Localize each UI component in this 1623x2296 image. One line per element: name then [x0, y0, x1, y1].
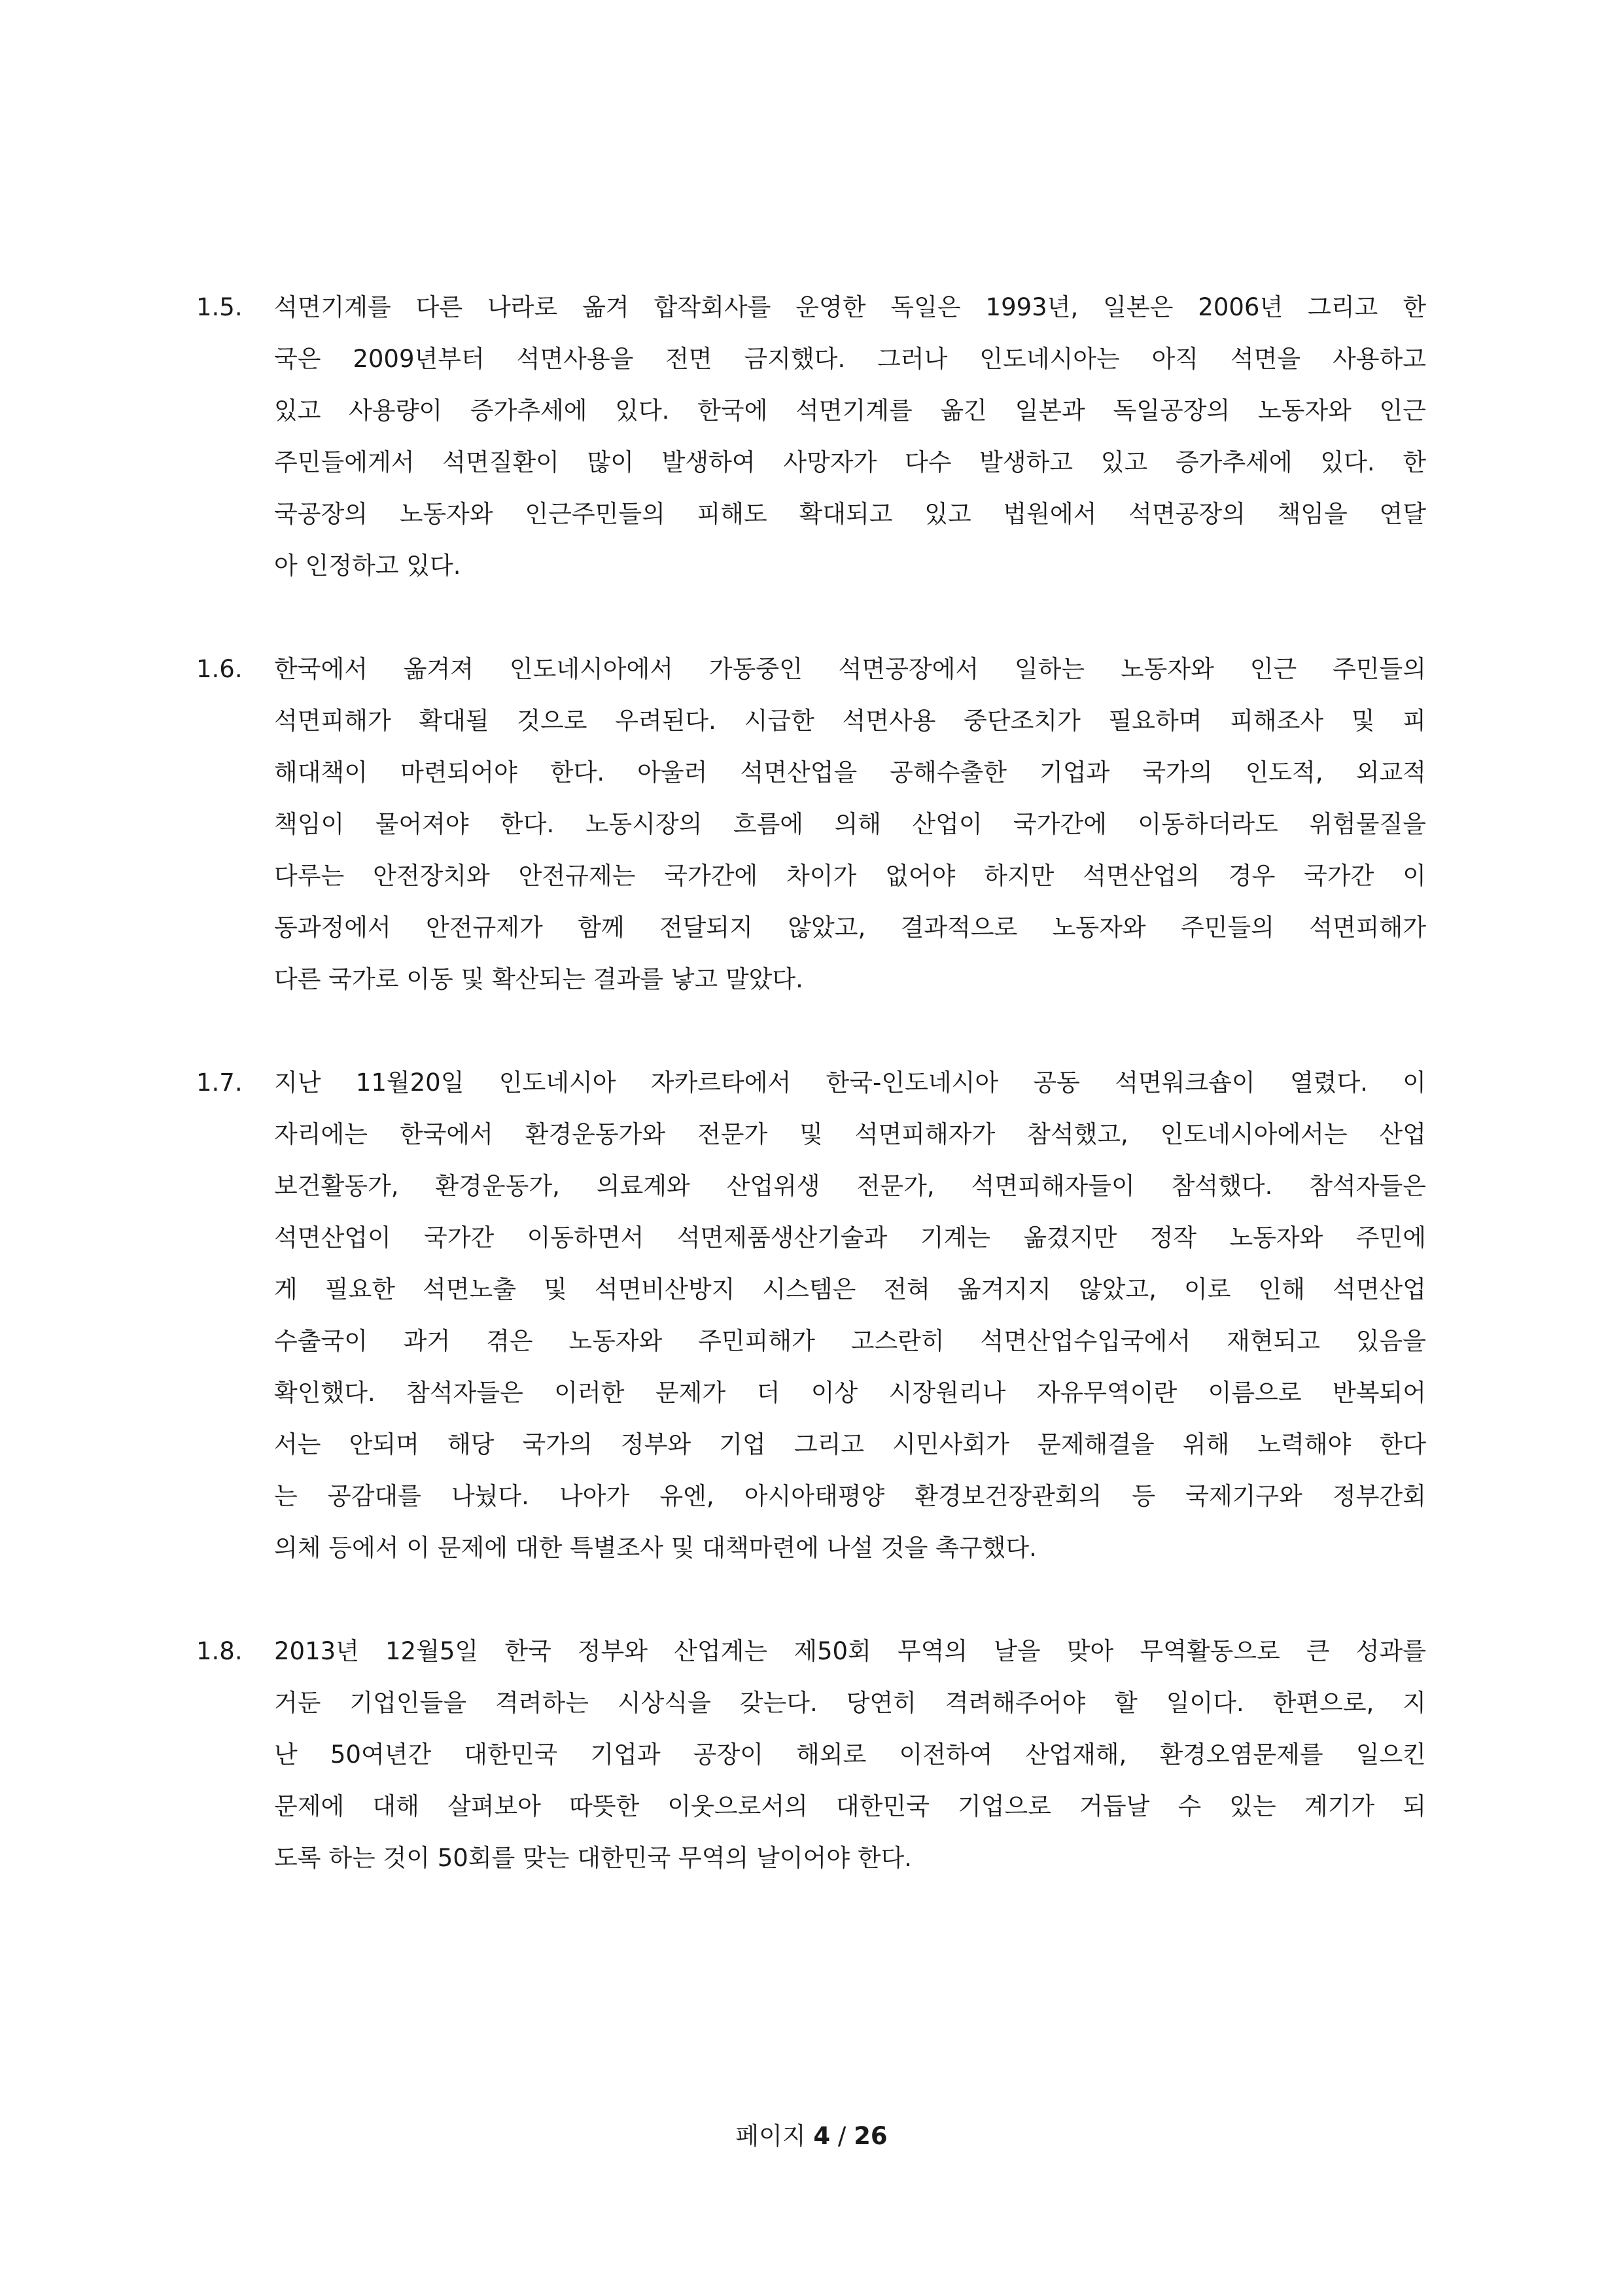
paragraph-line: 수출국이 과거 겪은 노동자와 주민피해가 고스란히 석면산업수입국에서 재현되고 있음을 [274, 1327, 1426, 1355]
paragraph-line: 석면피해가 확대될 것으로 우려된다. 시급한 석면사용 중단조치가 필요하며 피해조사 및 피 [274, 707, 1426, 735]
paragraph-line: 한국에서 옮겨져 인도네시아에서 가동중인 석면공장에서 일하는 노동자와 인근 주민들의 [274, 655, 1426, 683]
paragraph-line: 거둔 기업인들을 격려하는 시상식을 갖는다. 당연히 격려해주어야 할 일이다. 한편으로, 지 [274, 1689, 1426, 1717]
paragraph-line: 난 50여년간 대한민국 기업과 공장이 해외로 이전하여 산업재해, 환경오염문제를 일으킨 [274, 1740, 1426, 1769]
paragraph-line: 해대책이 마련되어야 한다. 아울러 석면산업을 공해수출한 기업과 국가의 인도적, 외교적 [274, 758, 1426, 786]
item-number: 1.7. [196, 1069, 243, 1097]
paragraph-line: 동과정에서 안전규제가 함께 전달되지 않았고, 결과적으로 노동자와 주민들의 석면피해가 [274, 913, 1426, 942]
paragraph-line: 책임이 물어져야 한다. 노동시장의 흐름에 의해 산업이 국가간에 이동하더라도 위험물질을 [274, 810, 1426, 838]
paragraph-line: 서는 안되며 해당 국가의 정부와 기업 그리고 시민사회가 문제해결을 위해 노력해야 한다 [274, 1430, 1426, 1458]
list-item [196, 281, 1426, 592]
item-number: 1.5. [196, 293, 243, 321]
paragraph-line: 자리에는 한국에서 환경운동가와 전문가 및 석면피해자가 참석했고, 인도네시아에서는 산업 [274, 1120, 1426, 1148]
paragraph-line: 석면산업이 국가간 이동하면서 석면제품생산기술과 기계는 옮겼지만 정작 노동자와 주민에 [274, 1224, 1426, 1252]
list-item [196, 643, 1426, 1005]
paragraph-line: 보건활동가, 환경운동가, 의료계와 산업위생 전문가, 석면피해자들이 참석했다. 참석자들은 [274, 1172, 1426, 1200]
list-item [196, 1057, 1426, 1574]
paragraph-line: 있고 사용량이 증가추세에 있다. 한국에 석면기계를 옮긴 일본과 독일공장의 노동자와 인근 [274, 397, 1426, 425]
item-paragraph [274, 1057, 1426, 1574]
item-paragraph [274, 1625, 1426, 1884]
page-separator: / [837, 2122, 846, 2150]
paragraph-line: 게 필요한 석면노출 및 석면비산방지 시스템은 전혀 옮겨지지 않았고, 이로 인해 석면산업 [274, 1275, 1426, 1303]
paragraph-line: 문제에 대해 살펴보아 따뜻한 이웃으로서의 대한민국 기업으로 거듭날 수 있는 계기가 되 [274, 1792, 1426, 1820]
paragraph-line: 국은 2009년부터 석면사용을 전면 금지했다. 그러나 인도네시아는 아직 석면을 사용하고 [274, 345, 1426, 373]
current-page-number: 4 [813, 2122, 831, 2150]
item-number: 1.8. [196, 1637, 243, 1665]
total-page-count: 26 [854, 2122, 888, 2150]
paragraph-line: 도록 하는 것이 50회를 맞는 대한민국 무역의 날이어야 한다. [274, 1844, 912, 1872]
paragraph-line: 석면기계를 다른 나라로 옮겨 합작회사를 운영한 독일은 1993년, 일본은 2006년 그리고 한 [274, 293, 1426, 321]
item-number: 1.6. [196, 655, 243, 683]
paragraph-line: 지난 11월20일 인도네시아 자카르타에서 한국-인도네시아 공동 석면워크숍이 열렸다. 이 [274, 1069, 1426, 1097]
item-paragraph [274, 281, 1426, 592]
paragraph-line: 주민들에게서 석면질환이 많이 발생하여 사망자가 다수 발생하고 있고 증가추세에 있다. 한 [274, 448, 1426, 476]
paragraph-line: 아 인정하고 있다. [274, 552, 461, 580]
page-footer [0, 2117, 1623, 2156]
item-paragraph [274, 643, 1426, 1005]
page-label: 페이지 [735, 2122, 806, 2150]
numbered-list [196, 281, 1426, 1935]
paragraph-line: 2013년 12월5일 한국 정부와 산업계는 제50회 무역의 날을 맞아 무역활동으로 큰 성과를 [274, 1637, 1426, 1665]
paragraph-line: 의체 등에서 이 문제에 대한 특별조사 및 대책마련에 나설 것을 촉구했다. [274, 1534, 1037, 1562]
paragraph-line: 는 공감대를 나눴다. 나아가 유엔, 아시아태평양 환경보건장관회의 등 국제기구와 정부간회 [274, 1482, 1426, 1510]
paragraph-line: 다루는 안전장치와 안전규제는 국가간에 차이가 없어야 하지만 석면산업의 경우 국가간 이 [274, 862, 1426, 890]
paragraph-line: 국공장의 노동자와 인근주민들의 피해도 확대되고 있고 법원에서 석면공장의 책임을 연달 [274, 500, 1426, 528]
paragraph-line: 확인했다. 참석자들은 이러한 문제가 더 이상 시장원리나 자유무역이란 이름으로 반복되어 [274, 1379, 1426, 1407]
paragraph-line: 다른 국가로 이동 및 확산되는 결과를 낳고 말았다. [274, 965, 803, 993]
list-item [196, 1625, 1426, 1884]
